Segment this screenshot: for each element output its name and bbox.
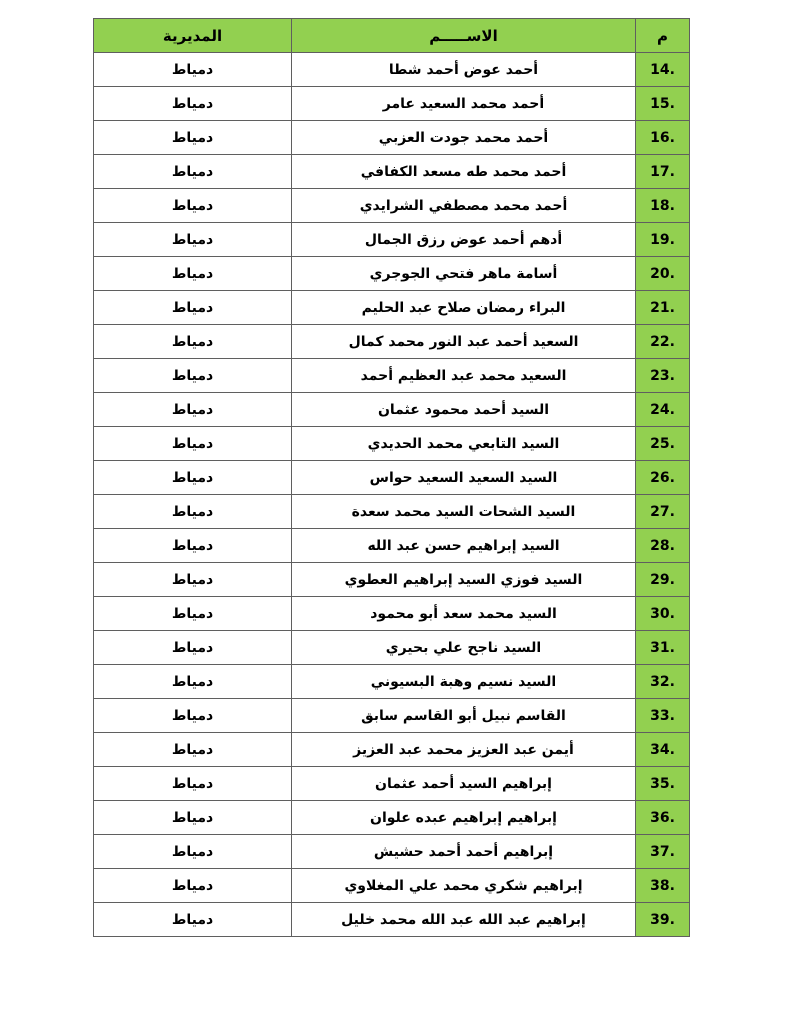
- row-name: إبراهيم أحمد أحمد حشيش: [373, 843, 554, 860]
- row-name-cell: [292, 189, 636, 223]
- row-name-cell: [292, 393, 636, 427]
- row-directorate: دمياط: [171, 605, 214, 622]
- row-number: 39.: [650, 911, 675, 928]
- row-name: السيد فوزي السيد إبراهيم العطوي: [344, 571, 583, 588]
- row-name-cell: [292, 597, 636, 631]
- row-name: السعيد أحمد عبد النور محمد كمال: [348, 333, 579, 350]
- table-row: [94, 767, 690, 801]
- row-directorate-cell: [94, 291, 292, 325]
- row-directorate: دمياط: [171, 537, 214, 554]
- row-name: السيد نسيم وهبة البسيوني: [370, 673, 557, 690]
- row-directorate: دمياط: [171, 401, 214, 418]
- row-number-cell: [636, 325, 690, 359]
- row-number-cell: [636, 529, 690, 563]
- row-directorate: دمياط: [171, 367, 214, 384]
- row-directorate: دمياط: [171, 265, 214, 282]
- row-directorate: دمياط: [171, 95, 214, 112]
- row-name: السيد محمد سعد أبو محمود: [370, 605, 557, 622]
- row-directorate-cell: [94, 529, 292, 563]
- row-name-cell: [292, 699, 636, 733]
- row-directorate-cell: [94, 393, 292, 427]
- row-name-cell: [292, 903, 636, 937]
- row-directorate-cell: [94, 257, 292, 291]
- table-row: [94, 223, 690, 257]
- row-directorate-cell: [94, 665, 292, 699]
- row-directorate-cell: [94, 699, 292, 733]
- header-row: [94, 19, 690, 53]
- row-number: 31.: [650, 639, 675, 656]
- row-number-cell: [636, 563, 690, 597]
- row-number: 36.: [650, 809, 675, 826]
- row-name-cell: [292, 563, 636, 597]
- row-name-cell: [292, 767, 636, 801]
- row-number-cell: [636, 767, 690, 801]
- row-directorate: دمياط: [171, 741, 214, 758]
- row-name: البراء رمضان صلاح عبد الحليم: [361, 299, 566, 316]
- table-row: [94, 393, 690, 427]
- row-directorate: دمياط: [171, 435, 214, 452]
- row-directorate: دمياط: [171, 911, 214, 928]
- table-row: [94, 869, 690, 903]
- row-number-cell: [636, 903, 690, 937]
- table-row: [94, 597, 690, 631]
- row-directorate-cell: [94, 903, 292, 937]
- row-directorate: دمياط: [171, 809, 214, 826]
- row-number-cell: [636, 359, 690, 393]
- table-row: [94, 563, 690, 597]
- row-number: 23.: [650, 367, 675, 384]
- row-number: 18.: [650, 197, 675, 214]
- row-directorate-cell: [94, 359, 292, 393]
- row-name: القاسم نبيل أبو القاسم سابق: [361, 707, 566, 724]
- row-name-cell: [292, 87, 636, 121]
- row-number-cell: [636, 87, 690, 121]
- row-name: السعيد محمد عبد العظيم أحمد: [360, 367, 567, 384]
- row-directorate: دمياط: [171, 129, 214, 146]
- row-name-cell: [292, 529, 636, 563]
- row-number: 24.: [650, 401, 675, 418]
- row-number-cell: [636, 53, 690, 87]
- row-number: 34.: [650, 741, 675, 758]
- row-directorate: دمياط: [171, 197, 214, 214]
- row-number: 33.: [650, 707, 675, 724]
- table-row: [94, 699, 690, 733]
- names-table-container: [93, 18, 689, 937]
- row-number: 38.: [650, 877, 675, 894]
- row-name: السيد السعيد السعيد حواس: [369, 469, 558, 486]
- row-directorate-cell: [94, 53, 292, 87]
- row-number-cell: [636, 597, 690, 631]
- row-directorate: دمياط: [171, 843, 214, 860]
- row-name-cell: [292, 291, 636, 325]
- row-number: 35.: [650, 775, 675, 792]
- row-name: إبراهيم إبراهيم عبده علوان: [370, 809, 557, 826]
- row-name-cell: [292, 835, 636, 869]
- table-row: [94, 495, 690, 529]
- row-number-cell: [636, 869, 690, 903]
- row-directorate: دمياط: [171, 299, 214, 316]
- row-directorate-cell: [94, 427, 292, 461]
- header-directorate: المديرية: [94, 19, 292, 53]
- names-table: [93, 18, 690, 937]
- row-name-cell: [292, 869, 636, 903]
- table-row: [94, 189, 690, 223]
- row-name-cell: [292, 801, 636, 835]
- row-directorate: دمياط: [171, 571, 214, 588]
- row-name-cell: [292, 223, 636, 257]
- row-directorate: دمياط: [171, 231, 214, 248]
- row-name: أدهم أحمد عوض رزق الجمال: [364, 231, 563, 248]
- table-row: [94, 121, 690, 155]
- table-row: [94, 359, 690, 393]
- table-row: [94, 801, 690, 835]
- row-number-cell: [636, 665, 690, 699]
- row-name-cell: [292, 359, 636, 393]
- row-name-cell: [292, 461, 636, 495]
- table-row: [94, 257, 690, 291]
- row-directorate: دمياط: [171, 639, 214, 656]
- row-directorate-cell: [94, 461, 292, 495]
- table-row: [94, 53, 690, 87]
- row-directorate-cell: [94, 155, 292, 189]
- row-directorate: دمياط: [171, 163, 214, 180]
- row-name-cell: [292, 155, 636, 189]
- row-number: 26.: [650, 469, 675, 486]
- table-row: [94, 427, 690, 461]
- row-name-cell: [292, 121, 636, 155]
- row-name-cell: [292, 257, 636, 291]
- row-number: 29.: [650, 571, 675, 588]
- row-name: السيد إبراهيم حسن عبد الله: [367, 537, 560, 554]
- row-directorate-cell: [94, 767, 292, 801]
- row-name: السيد ناجح علي بحيري: [385, 639, 542, 656]
- row-name: أحمد محمد السعيد عامر: [382, 95, 545, 112]
- row-directorate: دمياط: [171, 775, 214, 792]
- row-number-cell: [636, 121, 690, 155]
- row-directorate-cell: [94, 325, 292, 359]
- row-directorate-cell: [94, 835, 292, 869]
- table-row: [94, 325, 690, 359]
- row-number: 21.: [650, 299, 675, 316]
- row-directorate: دمياط: [171, 673, 214, 690]
- row-number-cell: [636, 461, 690, 495]
- row-directorate-cell: [94, 495, 292, 529]
- row-directorate: دمياط: [171, 333, 214, 350]
- row-number: 16.: [650, 129, 675, 146]
- row-name: أيمن عبد العزيز محمد عبد العزيز: [353, 741, 574, 758]
- row-number: 32.: [650, 673, 675, 690]
- row-number: 15.: [650, 95, 675, 112]
- row-name: السيد الشحات السيد محمد سعدة: [351, 503, 576, 520]
- row-number: 27.: [650, 503, 675, 520]
- row-number: 17.: [650, 163, 675, 180]
- row-name-cell: [292, 733, 636, 767]
- table-row: [94, 733, 690, 767]
- row-number-cell: [636, 631, 690, 665]
- table-body: [94, 53, 690, 937]
- table-row: [94, 835, 690, 869]
- row-number-cell: [636, 427, 690, 461]
- row-name: أحمد محمد طه مسعد الكفافي: [360, 163, 567, 180]
- table-header: [94, 19, 690, 53]
- row-directorate-cell: [94, 87, 292, 121]
- row-number: 20.: [650, 265, 675, 282]
- row-name-cell: [292, 665, 636, 699]
- row-directorate: دمياط: [171, 61, 214, 78]
- row-directorate-cell: [94, 563, 292, 597]
- row-name: إبراهيم شكري محمد علي المغلاوي: [344, 877, 583, 894]
- table-row: [94, 155, 690, 189]
- header-name: الاســـــم: [292, 19, 636, 53]
- row-name-cell: [292, 53, 636, 87]
- row-name: إبراهيم السيد أحمد عثمان: [375, 775, 552, 792]
- table-row: [94, 665, 690, 699]
- row-number-cell: [636, 495, 690, 529]
- table-row: [94, 291, 690, 325]
- row-number-cell: [636, 257, 690, 291]
- row-name: السيد أحمد محمود عثمان: [377, 401, 550, 418]
- row-number-cell: [636, 733, 690, 767]
- row-number-cell: [636, 291, 690, 325]
- row-directorate-cell: [94, 597, 292, 631]
- row-number: 19.: [650, 231, 675, 248]
- table-row: [94, 529, 690, 563]
- row-directorate-cell: [94, 631, 292, 665]
- row-directorate: دمياط: [171, 877, 214, 894]
- row-directorate-cell: [94, 733, 292, 767]
- row-number-cell: [636, 189, 690, 223]
- row-name: السيد التابعي محمد الحديدي: [367, 435, 560, 452]
- row-number: 14.: [650, 61, 675, 78]
- row-number-cell: [636, 835, 690, 869]
- header-number: م: [636, 19, 690, 53]
- row-name-cell: [292, 427, 636, 461]
- row-name: إبراهيم عبد الله عبد الله محمد خليل: [341, 911, 586, 928]
- row-number-cell: [636, 699, 690, 733]
- table-row: [94, 87, 690, 121]
- row-directorate: دمياط: [171, 469, 214, 486]
- row-name: أسامة ماهر فتحي الجوجري: [369, 265, 558, 282]
- table-row: [94, 461, 690, 495]
- row-number-cell: [636, 223, 690, 257]
- table-row: [94, 903, 690, 937]
- row-name: أحمد عوض أحمد شطا: [388, 61, 539, 78]
- row-number: 25.: [650, 435, 675, 452]
- row-directorate-cell: [94, 223, 292, 257]
- row-number-cell: [636, 801, 690, 835]
- row-number: 22.: [650, 333, 675, 350]
- row-directorate: دمياط: [171, 503, 214, 520]
- row-number-cell: [636, 393, 690, 427]
- row-directorate: دمياط: [171, 707, 214, 724]
- row-directorate-cell: [94, 189, 292, 223]
- row-number: 37.: [650, 843, 675, 860]
- row-name-cell: [292, 495, 636, 529]
- row-directorate-cell: [94, 801, 292, 835]
- row-name-cell: [292, 631, 636, 665]
- row-directorate-cell: [94, 121, 292, 155]
- row-number-cell: [636, 155, 690, 189]
- row-name-cell: [292, 325, 636, 359]
- row-name: أحمد محمد مصطفي الشرايدي: [359, 197, 568, 214]
- row-directorate-cell: [94, 869, 292, 903]
- row-name: أحمد محمد جودت العزبي: [378, 129, 549, 146]
- table-row: [94, 631, 690, 665]
- row-number: 30.: [650, 605, 675, 622]
- row-number: 28.: [650, 537, 675, 554]
